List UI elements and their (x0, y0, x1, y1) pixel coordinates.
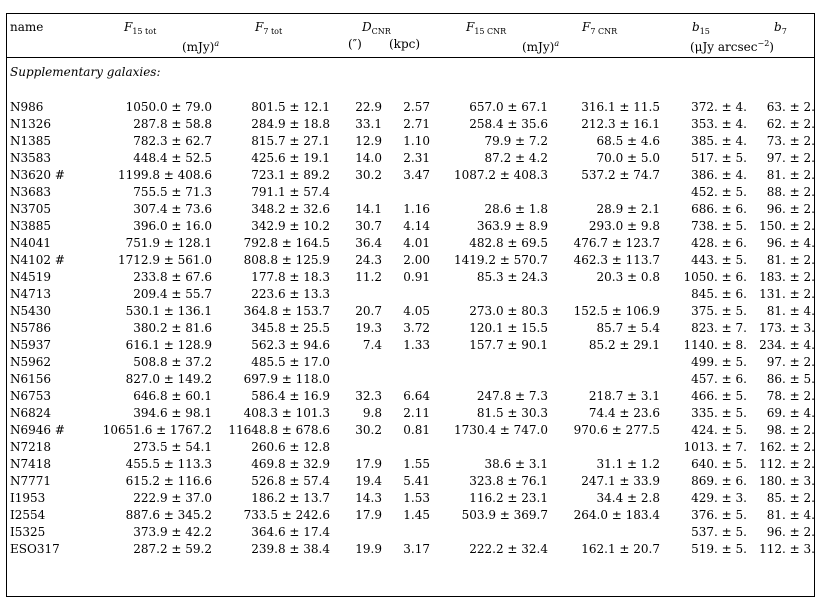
cell-f15-total: 755.5 ± 71.3 (133, 185, 212, 199)
cell-f15-cnr (430, 286, 548, 303)
cell-b7: 96. ± 2. (766, 202, 815, 216)
cell-f7-cnr: 462.3 ± 113.7 (573, 253, 660, 267)
cell-f7-total: 808.8 ± 125.9 (243, 253, 330, 267)
cell-f15-total: 887.6 ± 345.2 (125, 508, 212, 522)
cell-galaxy-name: N3885 (10, 219, 52, 233)
cell-d-cnr-arcsec: 20.7 (355, 304, 382, 318)
cell-f15-cnr: 1419.2 ± 570.7 (453, 253, 548, 267)
table-row (6, 337, 815, 354)
cell-b7: 150. ± 2. (759, 219, 815, 233)
cell-f15-cnr (430, 354, 548, 371)
cell-galaxy-name: N5962 (10, 355, 52, 369)
table-row (6, 405, 815, 422)
cell-galaxy-name: N5786 (10, 321, 52, 335)
table-row (6, 388, 815, 405)
table-row (6, 507, 815, 524)
cell-f7-cnr: 212.3 ± 16.1 (581, 117, 660, 131)
col-header-b15: $b_{15}$ (692, 20, 710, 36)
cell-f7-total: 345.8 ± 25.5 (251, 321, 330, 335)
cell-f15-cnr: 323.8 ± 76.1 (469, 474, 548, 488)
cell-f15-cnr: 120.1 ± 15.5 (469, 321, 548, 335)
cell-galaxy-name: N3583 (10, 151, 52, 165)
cell-d-cnr-kpc: 0.81 (403, 423, 430, 437)
unit-mujy-arcsec: (μJy arcsec$^{-2}$) (690, 39, 774, 54)
cell-b15: 1050. ± 6. (683, 270, 747, 284)
table-row (6, 167, 815, 184)
cell-b15: 428. ± 6. (691, 236, 747, 250)
cell-d-cnr-arcsec: 22.9 (355, 100, 382, 114)
cell-d-cnr-kpc: 4.01 (403, 236, 430, 250)
cell-f15-total: 380.2 ± 81.6 (133, 321, 212, 335)
cell-f7-total: 177.8 ± 18.3 (251, 270, 330, 284)
cell-f15-total: 751.9 ± 128.1 (125, 236, 212, 250)
cell-b15: 452. ± 5. (691, 185, 747, 199)
cell-d-cnr-kpc: 1.10 (403, 134, 430, 148)
unit-mjy-cnr: (mJy)$^a$ (522, 39, 560, 54)
cell-f15-total: 448.4 ± 52.5 (133, 151, 212, 165)
cell-f7-cnr: 316.1 ± 11.5 (581, 100, 660, 114)
col-header-f7tot: $F_{7 tot}$ (255, 20, 283, 36)
cell-f7-total: 364.6 ± 17.4 (251, 525, 330, 539)
header-rule (6, 57, 815, 58)
table-row (6, 269, 815, 286)
table-row (6, 252, 815, 269)
cell-d-cnr-arcsec: 9.8 (362, 406, 382, 420)
cell-galaxy-name: N6156 (10, 372, 52, 386)
cell-b15: 386. ± 4. (691, 168, 747, 182)
cell-b7: 96. ± 2. (766, 525, 815, 539)
cell-d-cnr-kpc: 2.00 (403, 253, 430, 267)
cell-d-cnr-kpc: 2.31 (403, 151, 430, 165)
cell-b15: 823. ± 7. (691, 321, 747, 335)
cell-f15-total: 1712.9 ± 561.0 (117, 253, 212, 267)
cell-d-cnr-kpc: 3.47 (403, 168, 430, 182)
cell-b15: 1140. ± 8. (683, 338, 747, 352)
cell-f7-total: 342.9 ± 10.2 (251, 219, 330, 233)
cell-d-cnr-arcsec: 30.2 (355, 423, 382, 437)
cell-d-cnr-kpc (382, 524, 430, 541)
col-header-b7: $b_7$ (774, 20, 787, 36)
cell-b15: 335. ± 5. (691, 406, 747, 420)
data-table (6, 99, 815, 558)
cell-galaxy-name: N6824 (10, 406, 52, 420)
cell-d-cnr-kpc: 2.57 (403, 100, 430, 114)
table-row (6, 473, 815, 490)
cell-d-cnr-kpc: 1.55 (403, 457, 430, 471)
cell-f15-cnr: 363.9 ± 8.9 (476, 219, 548, 233)
cell-d-cnr-arcsec: 32.3 (355, 389, 382, 403)
cell-f7-total: 485.5 ± 17.0 (251, 355, 330, 369)
cell-f15-total: 1199.8 ± 408.6 (117, 168, 212, 182)
cell-b7: 62. ± 2. (766, 117, 815, 131)
cell-f7-total: 408.3 ± 101.3 (243, 406, 330, 420)
cell-f7-total: 586.4 ± 16.9 (251, 389, 330, 403)
cell-f7-cnr: 20.3 ± 0.8 (596, 270, 660, 284)
table-row (6, 490, 815, 507)
cell-galaxy-name: ESO317 (10, 542, 60, 556)
cell-b15: 443. ± 5. (691, 253, 747, 267)
cell-b7: 78. ± 2. (766, 389, 815, 403)
cell-b7: 85. ± 2. (766, 491, 815, 505)
cell-f15-cnr: 87.2 ± 4.2 (484, 151, 548, 165)
cell-d-cnr-arcsec (330, 184, 382, 201)
cell-f7-total: 186.2 ± 13.7 (251, 491, 330, 505)
cell-f15-cnr: 116.2 ± 23.1 (469, 491, 548, 505)
cell-b7: 112. ± 3. (759, 542, 815, 556)
cell-f15-total: 233.8 ± 67.6 (133, 270, 212, 284)
cell-f7-cnr: 68.5 ± 4.6 (596, 134, 660, 148)
table-row (6, 541, 815, 558)
cell-galaxy-name: N3620 # (10, 168, 65, 182)
cell-b7: 81. ± 4. (766, 304, 815, 318)
cell-f7-cnr: 74.4 ± 23.6 (588, 406, 660, 420)
cell-f15-total: 273.5 ± 54.1 (133, 440, 212, 454)
cell-f7-cnr (548, 286, 660, 303)
table-row (6, 201, 815, 218)
table-row (6, 371, 815, 388)
unit-arcsec: (″) (348, 37, 362, 51)
cell-f7-total: 260.6 ± 12.8 (251, 440, 330, 454)
cell-f7-total: 562.3 ± 94.6 (251, 338, 330, 352)
cell-d-cnr-arcsec: 11.2 (355, 270, 382, 284)
cell-d-cnr-arcsec (330, 524, 382, 541)
cell-f15-total: 287.2 ± 59.2 (133, 542, 212, 556)
table-row (6, 184, 815, 201)
cell-b7: 97. ± 2. (766, 355, 815, 369)
cell-f15-cnr: 157.7 ± 90.1 (469, 338, 548, 352)
cell-f15-total: 782.3 ± 62.7 (133, 134, 212, 148)
cell-d-cnr-arcsec (330, 286, 382, 303)
cell-f7-total: 723.1 ± 89.2 (251, 168, 330, 182)
cell-galaxy-name: N6946 # (10, 423, 65, 437)
cell-b7: 180. ± 3. (759, 474, 815, 488)
cell-galaxy-name: N7218 (10, 440, 52, 454)
cell-d-cnr-kpc (382, 286, 430, 303)
cell-d-cnr-arcsec: 14.3 (355, 491, 382, 505)
cell-b15: 869. ± 6. (691, 474, 747, 488)
cell-b7: 173. ± 3. (759, 321, 815, 335)
unit-kpc: (kpc) (389, 37, 421, 51)
table-row (6, 235, 815, 252)
table-row (6, 354, 815, 371)
cell-f15-total: 222.9 ± 37.0 (133, 491, 212, 505)
cell-f7-total: 697.9 ± 118.0 (243, 372, 330, 386)
cell-d-cnr-kpc (382, 439, 430, 456)
cell-d-cnr-arcsec (330, 354, 382, 371)
table-row (6, 456, 815, 473)
cell-b15: 353. ± 4. (691, 117, 747, 131)
cell-f15-total: 827.0 ± 149.2 (125, 372, 212, 386)
cell-galaxy-name: N1326 (10, 117, 52, 131)
cell-d-cnr-kpc: 6.64 (403, 389, 430, 403)
cell-f15-cnr: 79.9 ± 7.2 (484, 134, 548, 148)
cell-f7-cnr: 152.5 ± 106.9 (573, 304, 660, 318)
cell-galaxy-name: I5325 (10, 525, 46, 539)
cell-galaxy-name: N4041 (10, 236, 52, 250)
cell-d-cnr-arcsec (330, 371, 382, 388)
cell-f15-total: 646.8 ± 60.1 (133, 389, 212, 403)
cell-f15-total: 287.8 ± 58.8 (133, 117, 212, 131)
col-header-dcnr: $D_{CNR}$ (362, 20, 391, 36)
cell-d-cnr-arcsec: 7.4 (362, 338, 382, 352)
cell-b15: 517. ± 5. (691, 151, 747, 165)
cell-f7-cnr: 34.4 ± 2.8 (596, 491, 660, 505)
cell-d-cnr-kpc: 2.11 (403, 406, 430, 420)
cell-f15-total: 615.2 ± 116.6 (125, 474, 212, 488)
cell-d-cnr-arcsec: 14.1 (355, 202, 382, 216)
cell-galaxy-name: N4102 # (10, 253, 65, 267)
cell-f15-cnr: 482.8 ± 69.5 (469, 236, 548, 250)
cell-d-cnr-kpc: 5.41 (403, 474, 430, 488)
cell-f15-cnr: 1087.2 ± 408.3 (453, 168, 548, 182)
cell-f7-total: 801.5 ± 12.1 (251, 100, 330, 114)
cell-f15-cnr: 657.0 ± 67.1 (469, 100, 548, 114)
cell-f15-total: 10651.6 ± 1767.2 (102, 423, 212, 437)
table-row (6, 150, 815, 167)
cell-b15: 537. ± 5. (691, 525, 747, 539)
cell-b7: 96. ± 4. (766, 236, 815, 250)
cell-f7-cnr: 85.7 ± 5.4 (596, 321, 660, 335)
cell-b7: 131. ± 2. (759, 287, 815, 301)
cell-d-cnr-arcsec: 19.3 (355, 321, 382, 335)
cell-d-cnr-arcsec: 33.1 (355, 117, 382, 131)
cell-b7: 162. ± 2. (759, 440, 815, 454)
cell-f7-total: 469.8 ± 32.9 (251, 457, 330, 471)
cell-d-cnr-kpc: 4.05 (403, 304, 430, 318)
cell-f15-total: 373.9 ± 42.2 (133, 525, 212, 539)
table-row (6, 422, 815, 439)
cell-d-cnr-arcsec: 24.3 (355, 253, 382, 267)
table-row (6, 99, 815, 116)
table-row (6, 286, 815, 303)
cell-f7-cnr: 28.9 ± 2.1 (596, 202, 660, 216)
cell-b7: 183. ± 2. (759, 270, 815, 284)
cell-f15-cnr (430, 184, 548, 201)
cell-f7-cnr (548, 354, 660, 371)
cell-d-cnr-arcsec: 12.9 (355, 134, 382, 148)
cell-f7-cnr: 264.0 ± 183.4 (573, 508, 660, 522)
cell-f7-total: 791.1 ± 57.4 (251, 185, 330, 199)
cell-f15-total: 396.0 ± 16.0 (133, 219, 212, 233)
cell-b15: 845. ± 6. (691, 287, 747, 301)
cell-galaxy-name: I2554 (10, 508, 46, 522)
cell-b15: 372. ± 4. (691, 100, 747, 114)
table-row (6, 320, 815, 337)
cell-f15-total: 394.6 ± 98.1 (133, 406, 212, 420)
cell-d-cnr-kpc (382, 354, 430, 371)
cell-b15: 686. ± 6. (691, 202, 747, 216)
cell-galaxy-name: N5430 (10, 304, 52, 318)
cell-f7-cnr: 476.7 ± 123.7 (573, 236, 660, 250)
cell-b7: 86. ± 5. (766, 372, 815, 386)
cell-b7: 69. ± 4. (766, 406, 815, 420)
table-row (6, 133, 815, 150)
table-row (6, 218, 815, 235)
cell-f15-cnr: 81.5 ± 30.3 (476, 406, 548, 420)
cell-d-cnr-kpc (382, 184, 430, 201)
cell-d-cnr-arcsec: 19.4 (355, 474, 382, 488)
cell-f15-total: 307.4 ± 73.6 (133, 202, 212, 216)
cell-f15-total: 1050.0 ± 79.0 (125, 100, 212, 114)
cell-b15: 376. ± 5. (691, 508, 747, 522)
cell-d-cnr-kpc: 1.53 (403, 491, 430, 505)
table-row (6, 524, 815, 541)
cell-f7-total: 425.6 ± 19.1 (251, 151, 330, 165)
cell-d-cnr-arcsec: 19.9 (355, 542, 382, 556)
cell-galaxy-name: N3705 (10, 202, 52, 216)
cell-d-cnr-kpc: 3.17 (403, 542, 430, 556)
cell-f7-cnr: 293.0 ± 9.8 (588, 219, 660, 233)
cell-f7-cnr: 247.1 ± 33.9 (581, 474, 660, 488)
cell-f15-cnr: 85.3 ± 24.3 (476, 270, 548, 284)
cell-b7: 81. ± 2. (766, 253, 815, 267)
cell-d-cnr-kpc: 1.33 (403, 338, 430, 352)
cell-f7-total: 11648.8 ± 678.6 (228, 423, 330, 437)
cell-f7-cnr: 218.7 ± 3.1 (588, 389, 660, 403)
cell-galaxy-name: N6753 (10, 389, 52, 403)
cell-galaxy-name: N5937 (10, 338, 52, 352)
cell-b7: 98. ± 2. (766, 423, 815, 437)
cell-f7-total: 792.8 ± 164.5 (243, 236, 330, 250)
col-header-name: name (10, 20, 44, 34)
cell-f7-cnr: 970.6 ± 277.5 (573, 423, 660, 437)
cell-f7-total: 815.7 ± 27.1 (251, 134, 330, 148)
cell-galaxy-name: N4713 (10, 287, 52, 301)
cell-f7-cnr (548, 439, 660, 456)
cell-d-cnr-kpc: 2.71 (403, 117, 430, 131)
cell-galaxy-name: N1385 (10, 134, 52, 148)
cell-galaxy-name: N986 (10, 100, 44, 114)
cell-f15-cnr: 503.9 ± 369.7 (461, 508, 548, 522)
col-header-f7cnr: $F_{7 CNR}$ (582, 20, 618, 36)
cell-b15: 499. ± 5. (691, 355, 747, 369)
cell-f15-cnr: 273.0 ± 80.3 (469, 304, 548, 318)
cell-b15: 375. ± 5. (691, 304, 747, 318)
col-header-f15tot: $F_{15 tot}$ (124, 20, 157, 36)
cell-b15: 429. ± 3. (691, 491, 747, 505)
cell-b15: 457. ± 6. (691, 372, 747, 386)
cell-b7: 81. ± 2. (766, 168, 815, 182)
cell-f15-cnr (430, 371, 548, 388)
cell-f7-total: 223.6 ± 13.3 (251, 287, 330, 301)
cell-f7-cnr (548, 371, 660, 388)
cell-f15-total: 455.5 ± 113.3 (125, 457, 212, 471)
cell-f15-total: 508.8 ± 37.2 (133, 355, 212, 369)
cell-b7: 112. ± 2. (759, 457, 815, 471)
cell-f15-cnr: 38.6 ± 3.1 (484, 457, 548, 471)
cell-b15: 385. ± 4. (691, 134, 747, 148)
cell-b15: 424. ± 5. (691, 423, 747, 437)
cell-f15-cnr: 28.6 ± 1.8 (484, 202, 548, 216)
cell-b7: 88. ± 2. (766, 185, 815, 199)
cell-f15-total: 209.4 ± 55.7 (133, 287, 212, 301)
table-row (6, 116, 815, 133)
section-title: Supplementary galaxies: (10, 65, 161, 79)
cell-galaxy-name: N4519 (10, 270, 52, 284)
cell-f7-total: 348.2 ± 32.6 (251, 202, 330, 216)
cell-galaxy-name: N7771 (10, 474, 52, 488)
cell-f15-cnr: 222.2 ± 32.4 (469, 542, 548, 556)
cell-galaxy-name: N7418 (10, 457, 52, 471)
cell-f7-total: 284.9 ± 18.8 (251, 117, 330, 131)
cell-f7-cnr: 85.2 ± 29.1 (588, 338, 660, 352)
unit-mjy-tot: (mJy)$^a$ (182, 39, 220, 54)
cell-f15-cnr: 258.4 ± 35.6 (469, 117, 548, 131)
cell-f7-total: 239.8 ± 38.4 (251, 542, 330, 556)
cell-b15: 738. ± 5. (691, 219, 747, 233)
table-row (6, 439, 815, 456)
cell-b15: 1013. ± 7. (683, 440, 747, 454)
cell-b7: 234. ± 4. (759, 338, 815, 352)
cell-b7: 63. ± 2. (766, 100, 815, 114)
cell-d-cnr-arcsec: 36.4 (355, 236, 382, 250)
cell-f15-total: 616.1 ± 128.9 (125, 338, 212, 352)
cell-f7-cnr: 31.1 ± 1.2 (596, 457, 660, 471)
cell-b7: 81. ± 4. (766, 508, 815, 522)
table-row (6, 303, 815, 320)
cell-d-cnr-kpc: 0.91 (403, 270, 430, 284)
cell-d-cnr-kpc: 1.45 (403, 508, 430, 522)
cell-d-cnr-arcsec (330, 439, 382, 456)
cell-galaxy-name: I1953 (10, 491, 46, 505)
cell-f7-cnr (548, 524, 660, 541)
cell-d-cnr-arcsec: 30.7 (355, 219, 382, 233)
cell-d-cnr-arcsec: 14.0 (355, 151, 382, 165)
cell-d-cnr-kpc (382, 371, 430, 388)
cell-f15-cnr (430, 439, 548, 456)
col-header-f15cnr: $F_{15 CNR}$ (466, 20, 507, 36)
cell-f7-cnr: 70.0 ± 5.0 (596, 151, 660, 165)
cell-b15: 466. ± 5. (691, 389, 747, 403)
cell-f7-cnr: 537.2 ± 74.7 (581, 168, 660, 182)
cell-f15-cnr: 1730.4 ± 747.0 (453, 423, 548, 437)
cell-d-cnr-kpc: 1.16 (403, 202, 430, 216)
cell-f7-total: 733.5 ± 242.6 (243, 508, 330, 522)
cell-f7-total: 364.8 ± 153.7 (243, 304, 330, 318)
cell-f15-cnr: 247.8 ± 7.3 (476, 389, 548, 403)
cell-b7: 97. ± 2. (766, 151, 815, 165)
cell-d-cnr-kpc: 4.14 (403, 219, 430, 233)
cell-b7: 73. ± 2. (766, 134, 815, 148)
cell-b15: 640. ± 5. (691, 457, 747, 471)
cell-b15: 519. ± 5. (691, 542, 747, 556)
cell-f7-cnr (548, 184, 660, 201)
cell-f15-cnr (430, 524, 548, 541)
cell-d-cnr-arcsec: 30.2 (355, 168, 382, 182)
cell-d-cnr-arcsec: 17.9 (355, 508, 382, 522)
cell-galaxy-name: N3683 (10, 185, 52, 199)
cell-d-cnr-arcsec: 17.9 (355, 457, 382, 471)
cell-d-cnr-kpc: 3.72 (403, 321, 430, 335)
cell-f7-cnr: 162.1 ± 20.7 (581, 542, 660, 556)
cell-f7-total: 526.8 ± 57.4 (251, 474, 330, 488)
cell-f15-total: 530.1 ± 136.1 (125, 304, 212, 318)
